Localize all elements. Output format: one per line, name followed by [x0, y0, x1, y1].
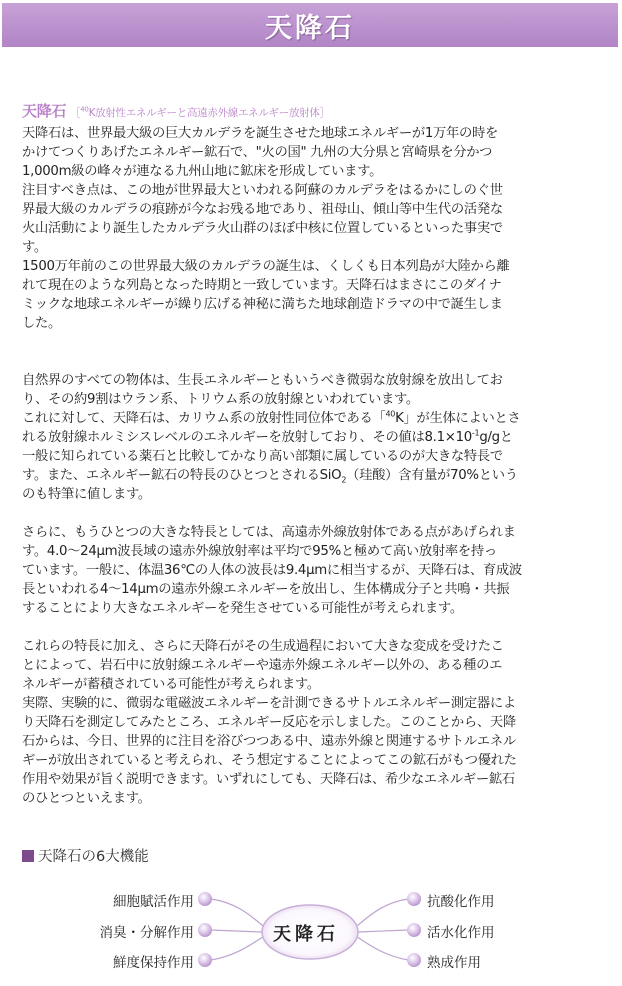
text-line: かけてつくりあげたエネルギー鉱石で、"火の国" 九州の大分県と宮崎県を分かつ [22, 145, 493, 160]
connector-right-bottom [352, 934, 408, 960]
function-left-2: 消臭・分解作用 [99, 925, 194, 941]
functions-title-text: 天降石の6大機能 [38, 849, 149, 865]
dot-right-bottom [407, 953, 421, 967]
text-line: のひとつといえます。 [22, 791, 151, 806]
dot-left-mid [198, 923, 212, 937]
text-line: した。 [22, 316, 61, 331]
text-line: のも特筆に値します。 [22, 487, 151, 502]
text-line: 実際、実験的に、微弱な電磁波エネルギーを計測できるサトルエネルギー測定器によ [22, 696, 516, 711]
section2-paragraph [22, 371, 612, 504]
text-line: 石からは、今日、世界的に注目を浴びつつある中、遠赤外線と関連するサトルエネル [22, 734, 516, 749]
connector-right-mid [358, 930, 408, 932]
text-line: することにより大きなエネルギーを発生させている可能性が考えられます。 [22, 601, 463, 616]
heading-subtitle: ［$^{40}$K放射性エネルギーと高遠赤外線エネルギー放射体］ [70, 105, 330, 119]
section4-paragraph [22, 637, 612, 808]
text-line: ミックな地球エネルギーが繰り広げる神秘に満ちた地球創造ドラマの中で誕生しま [22, 297, 503, 312]
text-line: これらの特長に加え、さらに天降石がその生成過程において大きな変成を受けたこ [22, 639, 504, 654]
dot-left-top [198, 892, 212, 906]
dot-right-mid [407, 923, 421, 937]
text-line: ギーが放出されていると考えられ、そう想定することによってこの鉱石がもつ優れた [22, 753, 517, 768]
dot-right-top [407, 892, 421, 906]
function-right-1: 抗酸化作用 [427, 894, 495, 910]
text-line: り天降石を測定してみたところ、エネルギー反応を示しました。このことから、天降 [22, 715, 516, 730]
connector-left-mid [211, 930, 262, 932]
text-line: 作用や効果が旨く説明できます。いずれにしても、天降石は、希少なエネルギー鉱石 [22, 772, 515, 787]
text-line: ています。一般に、体温36℃の人体の波長は9.4μmに相当するが、天降石は、育成波 [22, 563, 522, 578]
connector-left-bottom [211, 934, 268, 960]
connector-right-top [352, 899, 408, 930]
text-line: 自然界のすべての物体は、生長エネルギーともいうべき微弱な放射線を放出してお [22, 373, 503, 388]
text-line: さらに、もうひとつの大きな特長としては、高遠赤外線放射体である点があげられま [22, 525, 516, 540]
function-right-2: 活水化作用 [427, 925, 495, 941]
section1-paragraph [22, 124, 612, 333]
text-line: 一般に知られている薬石と比較してかなり高い部類に属しているのが大きな特長で [22, 449, 503, 464]
main-text [22, 100, 612, 808]
text-line: す。4.0〜24μm波長域の遠赤外線放射率は平均で95%と極めて高い放射率を持っ [22, 544, 497, 559]
center-label: 天降石 [273, 924, 339, 945]
text-line: り、その約9割はウラン系、トリウム系の放射線といわれています。 [22, 392, 419, 407]
dot-left-bottom [198, 953, 212, 967]
text-line: れる放射線ホルミシスレベルのエネルギーを放射しており、その値は$8.1\times 10^{-1}g/g$と [22, 428, 513, 445]
text-line: 注目すべき点は、この地が世界最大といわれる阿蘇のカルデラをはるかにしのぐ世 [22, 183, 503, 198]
banner-title: 天降石 [265, 12, 355, 44]
function-right-3: 熟成作用 [427, 955, 481, 971]
text-line: 界最大級のカルデラの痕跡が今なお残る地であり、祖母山、傾山等中生代の活発な [22, 202, 503, 217]
text-line: これに対して、天降石は、カリウム系の放射性同位体である「$^{40}$K」が生体によいとさ [22, 409, 521, 426]
function-left-1: 細胞賦活作用 [113, 894, 194, 910]
connector-left-top [211, 899, 268, 930]
text-line: とによって、岩石中に放射線エネルギーや遠赤外線エネルギー以外の、ある種のエ [22, 658, 503, 673]
heading-title: 天降石 [22, 102, 67, 120]
square-bullet-icon [22, 850, 34, 862]
text-line: 1,000m級の峰々が連なる九州山地に鉱床を形成しています。 [22, 164, 383, 179]
text-line: す。 [22, 240, 47, 255]
text-line: 天降石は、世界最大級の巨大カルデラを誕生させた地球エネルギーが1万年の時を [22, 126, 499, 141]
section-heading [22, 100, 612, 124]
functions-diagram [0, 875, 622, 986]
function-left-3: 鮮度保持作用 [113, 955, 194, 971]
text-line: ネルギーが蓄積されている可能性が考えられます。 [22, 677, 320, 692]
text-line: す。また、エネルギー鉱石の特長のひとつとされるSiO$_2$（珪酸）含有量が70%という [22, 468, 518, 485]
section3-paragraph [22, 523, 612, 618]
text-line: 長といわれる4〜14μmの遠赤外線エネルギーを放出し、生体構成分子と共鳴・共振 [22, 582, 510, 597]
text-line: 1500万年前のこの世界最大級のカルデラの誕生は、くしくも日本列島が大陸から離 [22, 259, 510, 274]
text-line: 火山活動により誕生したカルデラ火山群のほぼ中核に位置しているといった事実で [22, 221, 503, 236]
functions-title [22, 845, 149, 866]
title-banner [2, 3, 618, 47]
text-line: れて現在のような列島となった時期と一致しています。天降石はまさにこのダイナ [22, 278, 502, 293]
